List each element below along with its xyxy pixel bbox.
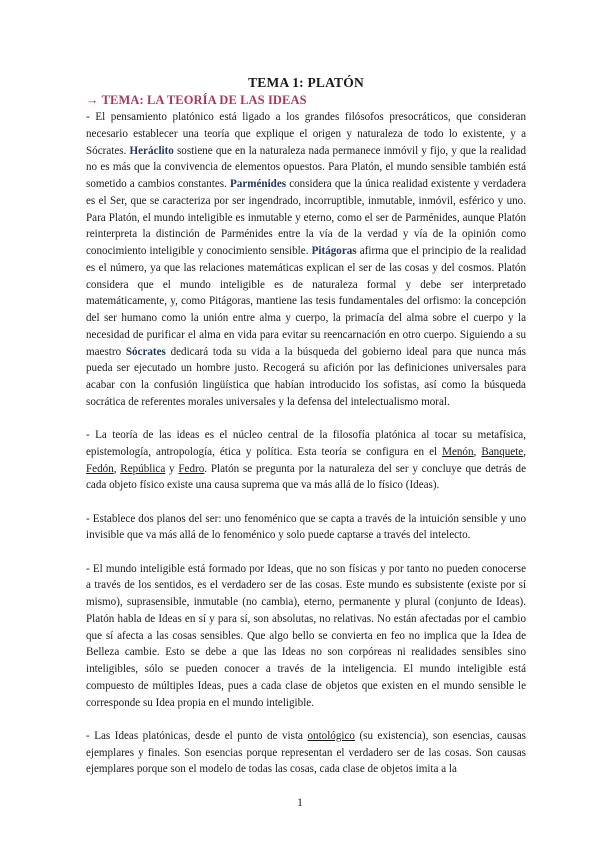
text-span: dedicará toda su vida a la búsqueda del gobierno ideal para que nunca más pueda ser ejecutado un hombre justo. Recogerá su afición por las definiciones universales para acabar con la confusión lingüística que habían introducido los sofistas, así como la búsqueda socrática de referentes morales universales y la defensa del intelectualismo moral.	[86, 345, 526, 408]
term-ontologico: ontológico	[307, 729, 355, 742]
separator: ,	[473, 445, 482, 458]
work-fedon: Fedón	[86, 462, 114, 475]
document-title: TEMA 1: PLATÓN	[248, 75, 364, 90]
work-fedro: Fedro	[178, 462, 205, 475]
text-span: afirma que el principio de la realidad es el número, ya que las relaciones matemáticas explican el ser de las cosas y del cosmos. Platón considera que el mundo inteligible es de naturaleza formal y debe ser interpretado matemáticamente, y, como Pitágoras, mantiene las tesis fundamentales del orfismo: la concepción del ser humano como la unión entre alma y cuerpo, la primacía del alma sobre el cuerpo y la necesidad de purificar el alma en vida para evitar su reencarnación en otro cuerpo. Siguiendo a su maestro	[86, 245, 526, 358]
text-span: sostiene que en la naturaleza nada permanece inmóvil y fijo, y que la realidad no es más que la convivencia de elementos opuestos. Para Platón, el mundo sensible también está sometido a cambios constantes.	[86, 144, 526, 190]
text-span: (su existencia), son esencias, causas ejemplares y finales. Son esencias porque representan el verdadero ser de las cosas. Son causas ejemplares porque son el modelo de todas las cosas, cada clase de objetos imita a la	[86, 729, 526, 776]
text-span: - Las Ideas platónicas, desde el punto de vista	[86, 729, 308, 742]
term-heraclito: Heráclito	[129, 144, 174, 157]
term-pitagoras: Pitágoras	[311, 245, 357, 257]
page-number: 1	[297, 797, 303, 809]
text-span: - La teoría de las ideas es el núcleo central de la filosofía platónica al tocar su metafísica, epistemología, antropología, ética y política. Esta teoría se configura en el	[86, 429, 526, 458]
paragraph-dos-planos: - Establece dos planos del ser: uno fenoménico que se capta a través de la intuición sensible y uno invisible que va más allá de lo fenoménico y solo puede captarse a través del intelecto.	[86, 512, 526, 542]
text-span: considera que la única realidad existente y verdadera es el Ser, que se caracteriza por ser ingendrado, incorruptible, inmutable, inmóvil, esférico y uno. Para Platón, el mundo inteligible es inmutable y eterno, como el ser de Parménides, aunque Platón reinterpreta la distinción de Parménides entre la vía de la verdad y vía de la opinión como conocimiento inteligible y conocimiento sensible.	[86, 178, 526, 257]
text-span: - El pensamiento platónico está ligado a los grandes filósofos presocráticos, que consideran necesario establecer una teoría que explique el origen y naturaleza de todo lo existente, y a Sócrates.	[86, 111, 526, 157]
separator: ,	[523, 445, 527, 458]
separator: ,	[113, 462, 121, 475]
term-parmenides: Parménides	[230, 178, 287, 190]
paragraph-ideas-platonicas	[86, 728, 526, 778]
work-banquete: Banquete	[481, 445, 524, 458]
paragraph-mundo-inteligible: - El mundo inteligible está formado por Ideas, que no son físicas y por tanto no pueden conocerse a través de los sentidos, es el verdadero ser de las cosas. Este mundo es subsistente (existe por sí mismo), suprasensible, inmutable (no cambia), eterno, permanente y plural (conjunto de Ideas). Platón habla de Ideas en sí y para sí, son absolutas, no relativas. No están afectadas por el cambio que sí afecta a las cosas sensibles. Que algo bello se convierta en feo no implica que la Idea de Belleza cambie. Esto se debe a que las Ideas no son corpóreas ni realidades sensibles sino inteligibles, sólo se pueden conocer a través de la inteligencia. El mundo inteligible está compuesto de múltiples Ideas, pues a cada clase de objetos que existen en el mundo sensible le corresponde su Idea propia en el mundo inteligible.	[86, 562, 526, 709]
paragraph-teoria-ideas	[86, 427, 526, 494]
paragraph-presocraticos	[86, 109, 526, 411]
work-republica: República	[120, 462, 166, 475]
document-body	[86, 74, 526, 778]
text-span: . Platón se pregunta por la naturaleza del ser y concluye que detrás de cada objeto físico existe una causa suprema que va más allá de lo físico (Ideas).	[86, 462, 527, 492]
term-socrates: Sócrates	[125, 345, 166, 358]
separator: y	[165, 462, 179, 475]
section-subtitle: → TEMA: LA TEORÍA DE LAS IDEAS	[86, 93, 307, 107]
work-menon: Menón	[442, 445, 474, 458]
